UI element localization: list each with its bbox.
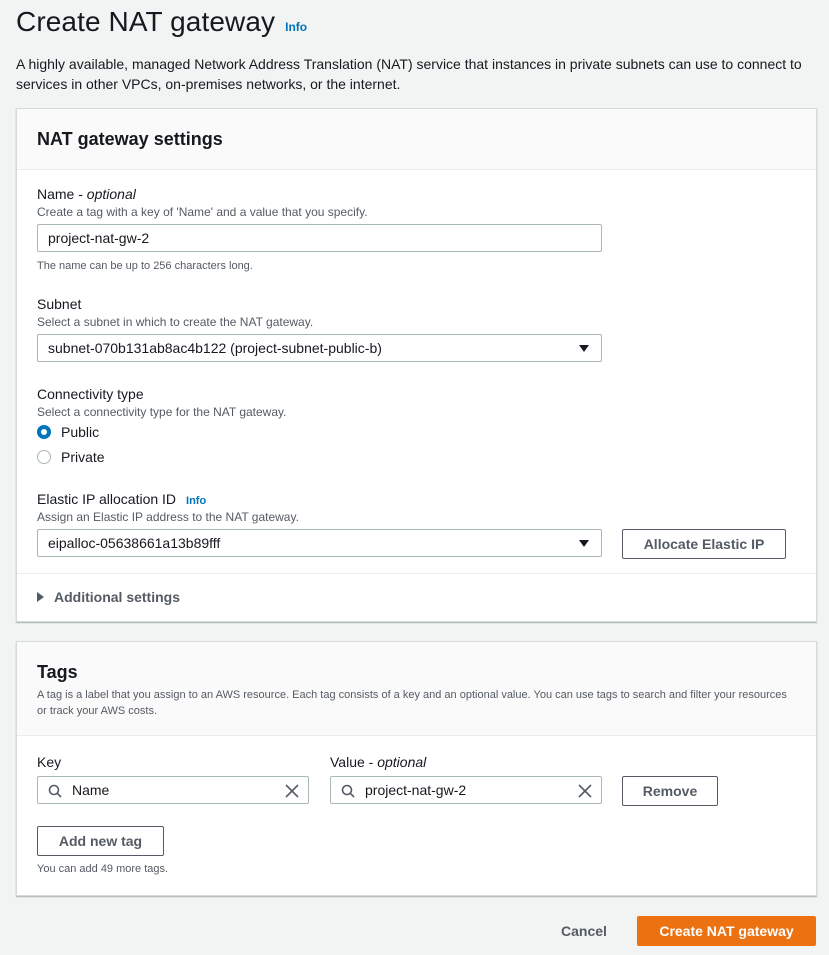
tags-description: A tag is a label that you assign to an AWS resource. Each tag consists of a key and an optional value. You can use tags to search and filter your resources or track your AWS costs. bbox=[37, 689, 787, 717]
info-link[interactable]: Info bbox=[285, 20, 308, 34]
create-nat-gateway-button[interactable]: Create NAT gateway bbox=[637, 916, 816, 946]
tag-value-label-optional: optional bbox=[377, 754, 427, 770]
eip-label-text: Elastic IP allocation ID bbox=[37, 491, 177, 507]
page-title bbox=[16, 6, 307, 38]
cancel-button[interactable]: Cancel bbox=[561, 923, 607, 939]
settings-divider bbox=[17, 573, 816, 574]
name-label-text: Name - bbox=[37, 186, 87, 202]
add-new-tag-button[interactable]: Add new tag bbox=[37, 826, 164, 856]
search-icon bbox=[341, 784, 355, 798]
tags-panel bbox=[16, 641, 817, 896]
allocate-elastic-ip-button[interactable]: Allocate Elastic IP bbox=[622, 529, 786, 559]
nat-gateway-settings-panel bbox=[16, 108, 817, 622]
subnet-select-value: subnet-070b131ab8ac4b122 (project-subnet-public-b) bbox=[48, 340, 382, 356]
tag-key-input[interactable] bbox=[37, 776, 309, 804]
caret-right-icon bbox=[37, 592, 44, 602]
tag-value-value: project-nat-gw-2 bbox=[365, 782, 467, 798]
tag-value-label-text: Value - bbox=[330, 754, 378, 770]
tags-panel-header bbox=[17, 642, 816, 736]
tag-key-label: Key bbox=[37, 754, 62, 770]
name-constraint: The name can be up to 256 characters long. bbox=[37, 260, 253, 272]
name-description: Create a tag with a key of 'Name' and a value that you specify. bbox=[37, 205, 368, 219]
search-icon bbox=[48, 784, 62, 798]
eip-select-value: eipalloc-05638661a13b89fff bbox=[48, 535, 221, 551]
settings-panel-header bbox=[17, 109, 816, 170]
radio-unchecked-icon[interactable] bbox=[37, 450, 51, 464]
close-icon[interactable] bbox=[577, 783, 593, 799]
connectivity-description: Select a connectivity type for the NAT gateway. bbox=[37, 405, 287, 419]
subnet-description: Select a subnet in which to create the NAT gateway. bbox=[37, 315, 314, 329]
settings-panel-title: NAT gateway settings bbox=[37, 128, 223, 149]
tag-key-value: Name bbox=[72, 782, 110, 798]
tags-remaining: You can add 49 more tags. bbox=[37, 863, 169, 875]
eip-info-link[interactable]: Info bbox=[186, 495, 207, 507]
tag-value-label bbox=[330, 753, 426, 771]
page-heading: Create NAT gateway bbox=[16, 6, 276, 37]
radio-checked-icon[interactable] bbox=[37, 425, 51, 439]
radio-private-label: Private bbox=[61, 449, 105, 465]
radio-private[interactable] bbox=[37, 449, 105, 465]
subnet-label: Subnet bbox=[37, 296, 82, 312]
name-label-optional: optional bbox=[86, 186, 136, 202]
subnet-select[interactable] bbox=[37, 334, 602, 362]
close-icon[interactable] bbox=[284, 783, 300, 799]
eip-description: Assign an Elastic IP address to the NAT gateway. bbox=[37, 510, 299, 524]
tag-value-input[interactable] bbox=[330, 776, 602, 804]
caret-down-icon bbox=[579, 540, 589, 547]
additional-settings-label: Additional settings bbox=[54, 589, 180, 605]
name-input[interactable]: project-nat-gw-2 bbox=[37, 224, 602, 252]
eip-label bbox=[37, 490, 206, 510]
radio-public-label: Public bbox=[61, 424, 100, 440]
remove-tag-button[interactable]: Remove bbox=[622, 776, 718, 806]
radio-public[interactable] bbox=[37, 424, 99, 440]
eip-select[interactable] bbox=[37, 529, 602, 557]
name-label bbox=[37, 185, 136, 203]
tags-panel-title: Tags bbox=[37, 662, 78, 682]
connectivity-label: Connectivity type bbox=[37, 386, 144, 402]
caret-down-icon bbox=[579, 345, 589, 352]
additional-settings-toggle[interactable] bbox=[37, 589, 180, 605]
page-description: A highly available, managed Network Address Translation (NAT) service that instances in private subnets can use to connect to services in other VPCs, on-premises networks, or the internet. bbox=[16, 56, 802, 92]
